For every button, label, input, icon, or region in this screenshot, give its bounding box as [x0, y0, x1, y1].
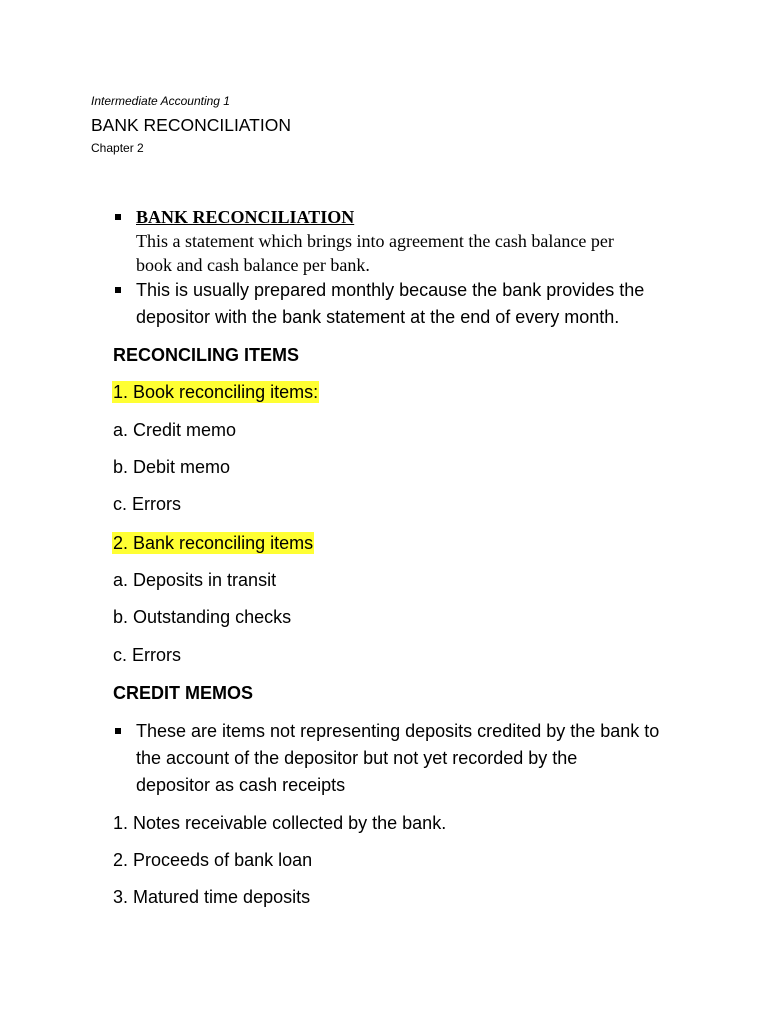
list-item: a. Credit memo — [113, 420, 237, 440]
section-heading-reconciling: RECONCILING ITEMS — [113, 345, 300, 365]
bullet-icon — [115, 214, 121, 220]
definition-term: BANK RECONCILIATION — [136, 207, 355, 227]
bank-reconciling-heading: 2. Bank reconciling items — [113, 533, 314, 553]
list-item: 1. Notes receivable collected by the bank. — [113, 813, 447, 833]
list-item: a. Deposits in transit — [113, 570, 277, 590]
list-item: 2. Proceeds of bank loan — [113, 850, 313, 870]
note-line: This is usually prepared monthly because the bank provides the — [136, 280, 645, 300]
section-heading-credit-memos: CREDIT MEMOS — [113, 683, 254, 703]
book-reconciling-heading: 1. Book reconciling items: — [113, 382, 319, 402]
chapter-label: Chapter 2 — [91, 141, 144, 155]
bullet-icon — [115, 728, 121, 734]
list-item: b. Debit memo — [113, 457, 231, 477]
description-line: These are items not representing deposits credited by the bank to — [136, 721, 660, 741]
course-name: Intermediate Accounting 1 — [91, 94, 230, 108]
document-title: BANK RECONCILIATION — [91, 115, 291, 135]
definition-line: This a statement which brings into agreement the cash balance per — [136, 231, 614, 251]
description-line: the account of the depositor but not yet recorded by the — [136, 748, 578, 768]
list-item: b. Outstanding checks — [113, 607, 292, 627]
list-item: c. Errors — [113, 494, 182, 514]
list-item: 3. Matured time deposits — [113, 887, 311, 907]
note-line: depositor with the bank statement at the end of every month. — [136, 307, 620, 327]
definition-line: book and cash balance per bank. — [136, 255, 370, 275]
bullet-icon — [115, 287, 121, 293]
description-line: depositor as cash receipts — [136, 775, 346, 795]
list-item: c. Errors — [113, 645, 182, 665]
